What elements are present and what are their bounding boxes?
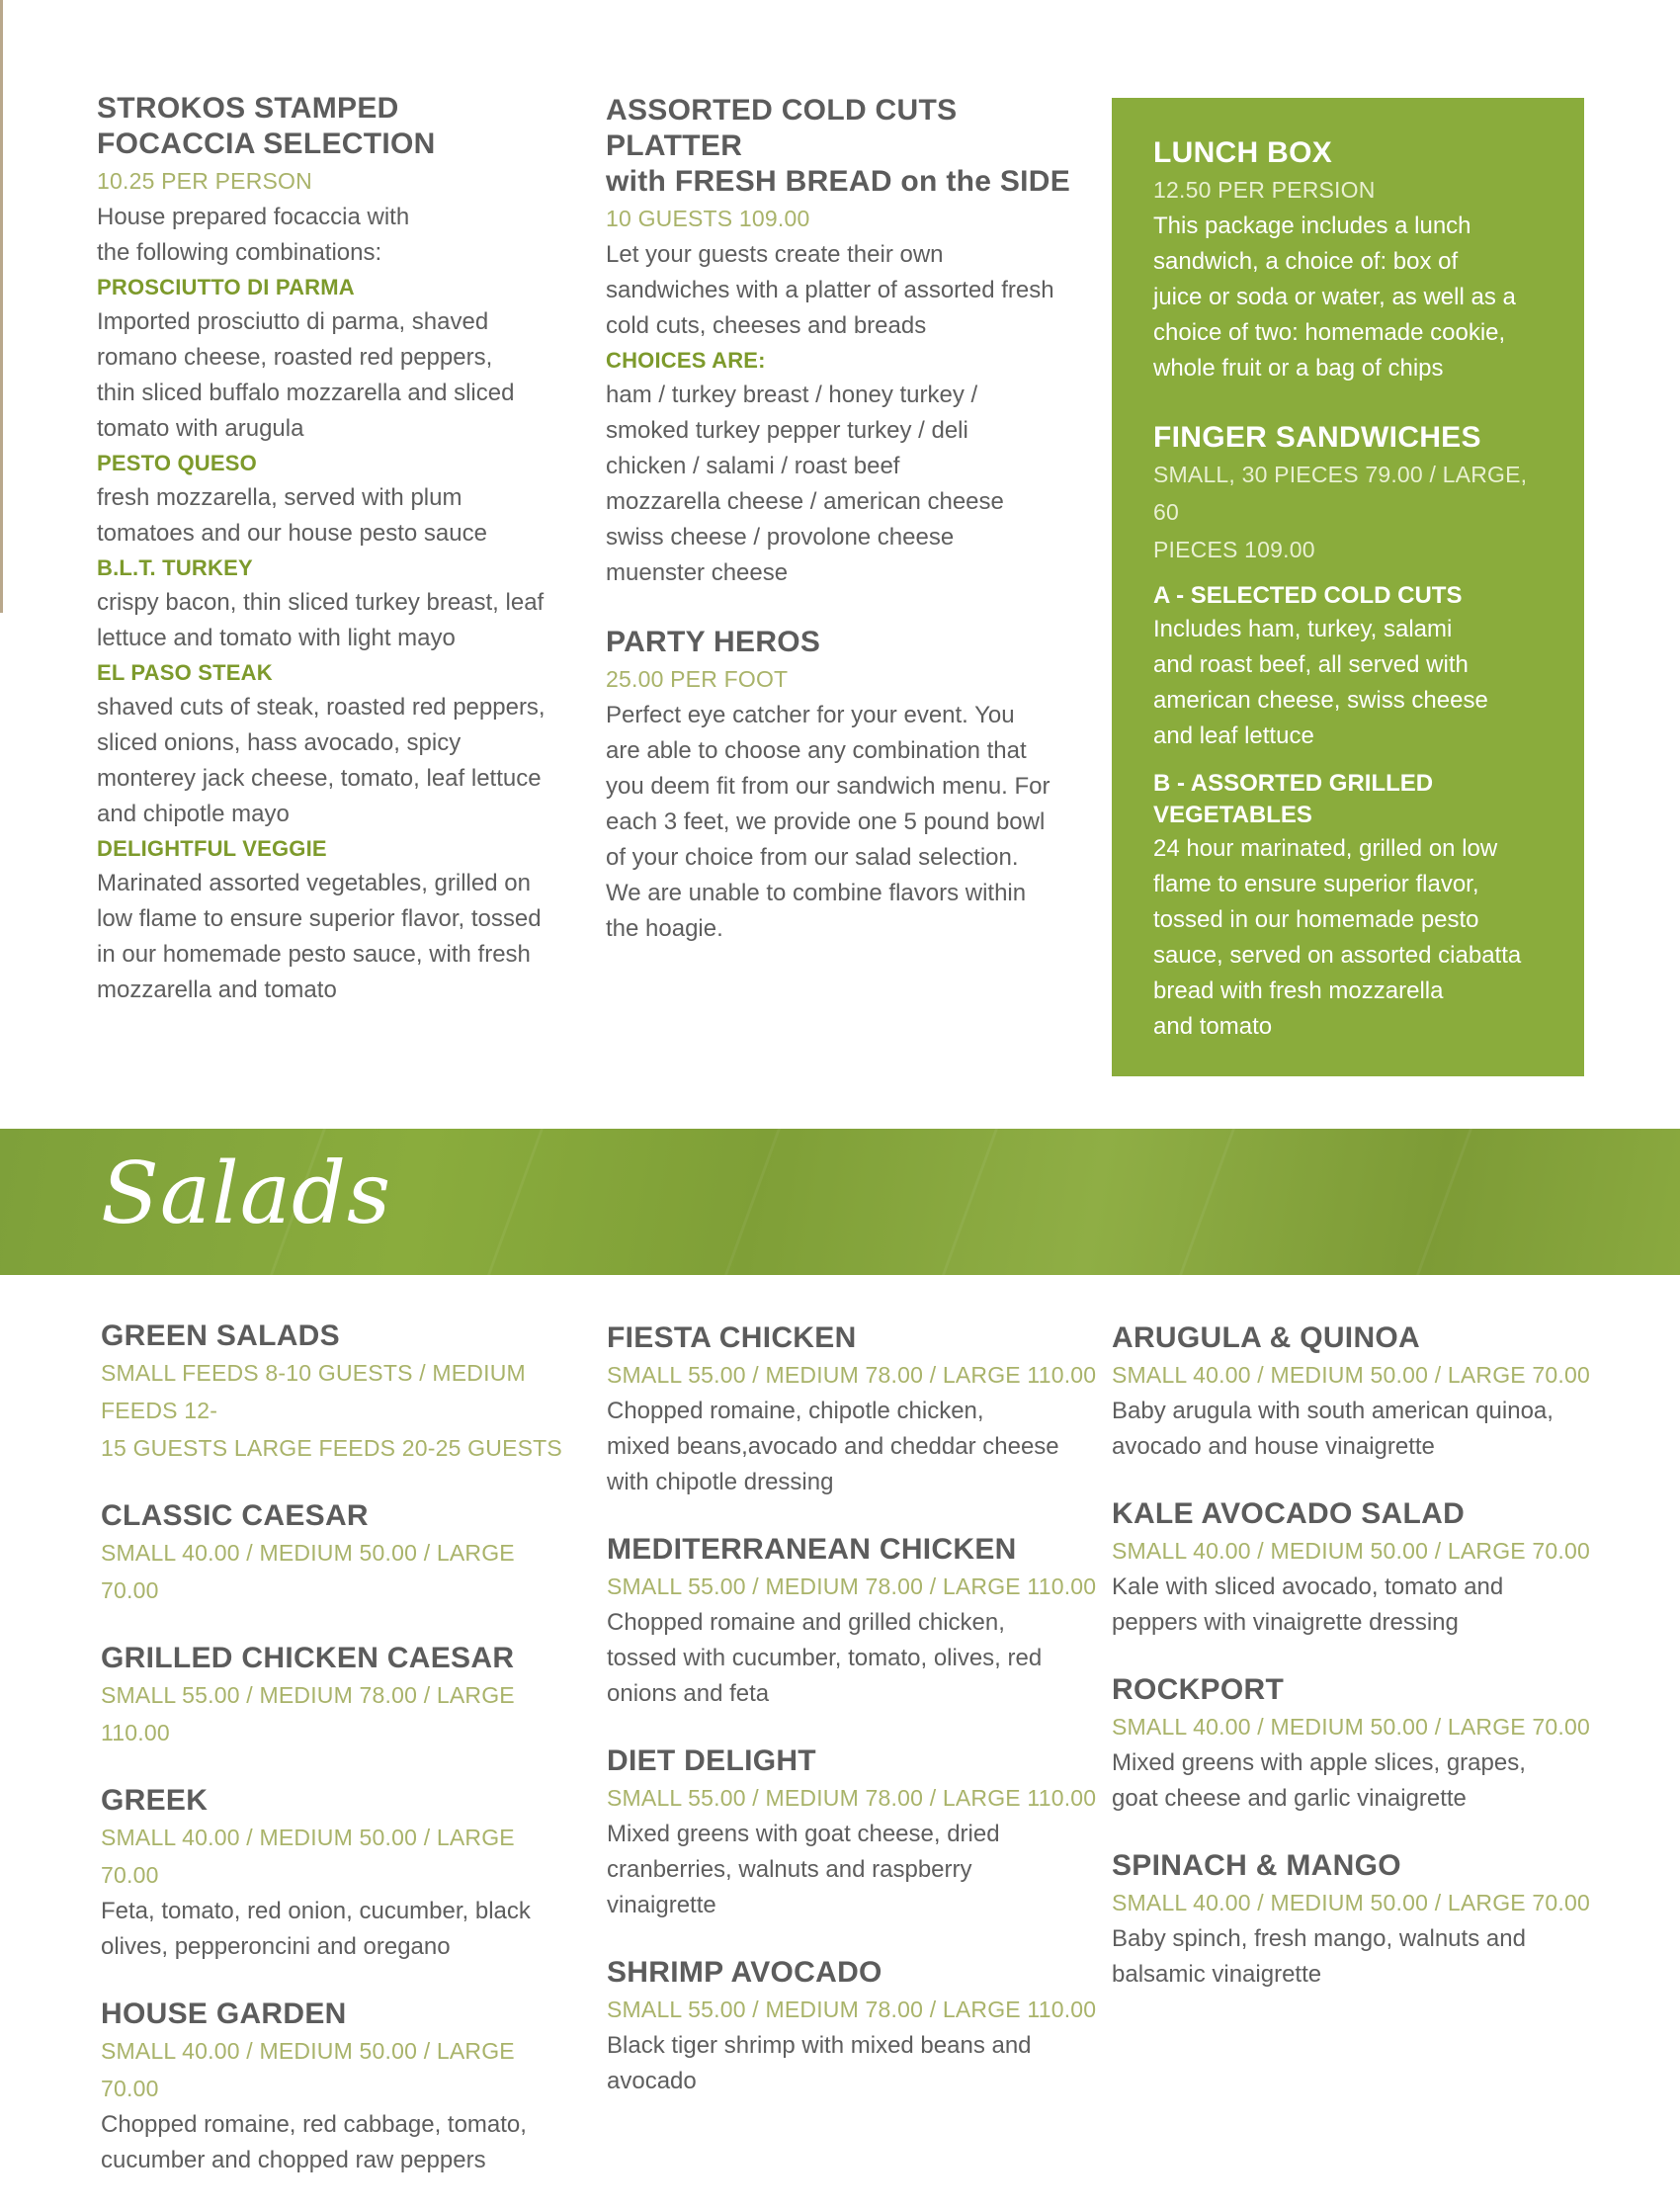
option-b-description [1153, 831, 1543, 1045]
platter-price: 10 GUESTS 109.00 [606, 206, 810, 231]
focaccia-price: 10.25 PER PERSON [97, 168, 312, 194]
focaccia-item-description: thin sliced buffalo mozzarella and sliced [97, 380, 515, 406]
salad-item [101, 1997, 575, 2178]
salad-name: GREEN SALADS [101, 1319, 340, 1352]
focaccia-item-description: and chipotle mayo [97, 801, 290, 827]
choices-label: CHOICES ARE: [606, 348, 766, 373]
platter-description-line: Let your guests create their own [606, 241, 944, 268]
salad-price: SMALL 55.00 / MEDIUM 78.00 / LARGE 110.00 [607, 1785, 1097, 1811]
salad-name: GRILLED CHICKEN CAESAR [101, 1642, 515, 1674]
salad-name: GREEK [101, 1784, 209, 1817]
salad-item [101, 1783, 575, 1965]
salad-price: SMALL 40.00 / MEDIUM 50.00 / LARGE 70.00 [101, 2038, 515, 2101]
salad-description: with chipotle dressing [607, 1469, 834, 1495]
lunch-box-description [1153, 209, 1543, 386]
salad-name: SPINACH & MANGO [1112, 1849, 1401, 1882]
option-a-line: and roast beef, all served with [1153, 651, 1469, 678]
platter-title-line1: ASSORTED COLD CUTS PLATTER [606, 94, 958, 162]
party-heros-line: We are unable to combine flavors within [606, 880, 1027, 906]
salad-item [1112, 1320, 1606, 1465]
salads-column-3 [1112, 1320, 1606, 2024]
salad-description: Chopped romaine and grilled chicken, [607, 1609, 1005, 1636]
focaccia-title-line1: STROKOS STAMPED [97, 92, 399, 125]
option-b-line: flame to ensure superior flavor, [1153, 871, 1479, 897]
salad-description: mixed beans,avocado and cheddar cheese [607, 1433, 1059, 1460]
platter-section [606, 93, 1100, 947]
salads-column-1 [101, 1318, 575, 2210]
choices-line: muenster cheese [606, 559, 789, 586]
party-heros-line: of your choice from our salad selection. [606, 844, 1019, 871]
salad-description: balsamic vinaigrette [1112, 1961, 1322, 1988]
salad-price: SMALL 55.00 / MEDIUM 78.00 / LARGE 110.00 [607, 1362, 1097, 1388]
focaccia-item-description: monterey jack cheese, tomato, leaf lettuce [97, 765, 542, 792]
salad-description: olives, pepperoncini and oregano [101, 1933, 451, 1960]
salad-item [1112, 1672, 1606, 1817]
salad-price: SMALL 55.00 / MEDIUM 78.00 / LARGE 110.00 [607, 1997, 1097, 2022]
salad-item [607, 1532, 1101, 1712]
option-a-title: A - SELECTED COLD CUTS [1153, 582, 1463, 609]
focaccia-item-name: B.L.T. TURKEY [97, 555, 253, 580]
salad-price: SMALL 40.00 / MEDIUM 50.00 / LARGE 70.00 [1112, 1538, 1590, 1564]
focaccia-item-description: crispy bacon, thin sliced turkey breast, leaf [97, 589, 545, 616]
option-b-line: sauce, served on assorted ciabatta [1153, 942, 1522, 969]
party-heros-line: the hoagie. [606, 915, 723, 942]
salad-description: vinaigrette [607, 1892, 716, 1918]
option-b-line: tossed in our homemade pesto [1153, 906, 1479, 933]
salad-description: cranberries, walnuts and raspberry [607, 1856, 972, 1883]
salad-description: Mixed greens with apple slices, grapes, [1112, 1749, 1526, 1776]
choices-line: smoked turkey pepper turkey / deli [606, 417, 968, 444]
salad-description: cucumber and chopped raw peppers [101, 2147, 486, 2173]
finger-price-line1: SMALL, 30 PIECES 79.00 / LARGE, 60 [1153, 462, 1528, 525]
focaccia-item-description: Marinated assorted vegetables, grilled on [97, 870, 531, 896]
option-a-description [1153, 612, 1543, 754]
focaccia-item-description: sliced onions, hass avocado, spicy [97, 729, 462, 756]
salad-description: Chopped romaine, chipotle chicken, [607, 1398, 984, 1424]
focaccia-item-description: mozzarella and tomato [97, 977, 337, 1003]
focaccia-section [97, 91, 591, 1008]
focaccia-item-list [97, 271, 591, 1008]
salad-description: Baby spinch, fresh mango, walnuts and [1112, 1925, 1526, 1952]
party-heros-line: each 3 feet, we provide one 5 pound bowl [606, 808, 1046, 835]
focaccia-item-name: DELIGHTFUL VEGGIE [97, 836, 327, 861]
lunch-box-line: sandwich, a choice of: box of [1153, 248, 1459, 275]
choices-list [606, 378, 1100, 591]
salad-price: SMALL 40.00 / MEDIUM 50.00 / LARGE 70.00 [101, 1540, 515, 1603]
salad-name: DIET DELIGHT [607, 1744, 816, 1777]
platter-description [606, 237, 1100, 344]
platter-description-line: sandwiches with a platter of assorted fresh [606, 277, 1054, 303]
focaccia-item-name: PESTO QUESO [97, 451, 257, 475]
salad-item [607, 1743, 1101, 1923]
option-b-title-line1: B - ASSORTED GRILLED [1153, 770, 1434, 797]
focaccia-item-description: fresh mozzarella, served with plum [97, 484, 462, 511]
salad-price: 15 GUESTS LARGE FEEDS 20-25 GUESTS [101, 1435, 562, 1461]
salad-name: MEDITERRANEAN CHICKEN [607, 1533, 1017, 1566]
party-heros-line: are able to choose any combination that [606, 737, 1027, 764]
focaccia-item-description: tomatoes and our house pesto sauce [97, 520, 487, 547]
salad-price: SMALL 40.00 / MEDIUM 50.00 / LARGE 70.00 [101, 1825, 515, 1888]
salad-description: Baby arugula with south american quinoa, [1112, 1398, 1554, 1424]
choices-line: chicken / salami / roast beef [606, 453, 900, 479]
salad-description: Feta, tomato, red onion, cucumber, black [101, 1898, 531, 1924]
party-heros-price: 25.00 PER FOOT [606, 666, 789, 692]
salad-item [1112, 1496, 1606, 1641]
choices-line: mozzarella cheese / american cheese [606, 488, 1004, 515]
salad-description: Kale with sliced avocado, tomato and [1112, 1573, 1504, 1600]
party-heros-line: you deem fit from our sandwich menu. For [606, 773, 1050, 800]
lunch-box-line: whole fruit or a bag of chips [1153, 355, 1444, 382]
lunch-box-price: 12.50 PER PERSION [1153, 177, 1376, 203]
lunch-box-panel [1112, 98, 1584, 1076]
party-heros-title: PARTY HEROS [606, 626, 821, 658]
focaccia-item-description: low flame to ensure superior flavor, tossed [97, 905, 542, 932]
salad-price: SMALL 40.00 / MEDIUM 50.00 / LARGE 70.00 [1112, 1362, 1590, 1388]
salads-banner [0, 1129, 1680, 1275]
focaccia-item-description: tomato with arugula [97, 415, 304, 442]
salad-price: SMALL 40.00 / MEDIUM 50.00 / LARGE 70.00 [1112, 1714, 1590, 1740]
salad-price: SMALL 55.00 / MEDIUM 78.00 / LARGE 110.00 [607, 1573, 1097, 1599]
salad-item [1112, 1848, 1606, 1993]
option-b-line: 24 hour marinated, grilled on low [1153, 835, 1498, 862]
focaccia-item-description: lettuce and tomato with light mayo [97, 625, 456, 651]
salad-name: FIESTA CHICKEN [607, 1321, 857, 1354]
option-a-line: and leaf lettuce [1153, 722, 1314, 749]
salad-price: SMALL FEEDS 8-10 GUESTS / MEDIUM FEEDS 12- [101, 1360, 526, 1423]
option-b-line: and tomato [1153, 1013, 1273, 1040]
focaccia-item-name: PROSCIUTTO DI PARMA [97, 275, 355, 299]
salad-name: SHRIMP AVOCADO [607, 1956, 882, 1989]
salad-item [101, 1498, 575, 1609]
salad-description: avocado and house vinaigrette [1112, 1433, 1435, 1460]
salad-item [607, 1320, 1101, 1500]
salad-name: ARUGULA & QUINOA [1112, 1321, 1421, 1354]
salad-item [607, 1955, 1101, 2099]
salads-heading: Salads [101, 1145, 392, 1243]
option-a-line: Includes ham, turkey, salami [1153, 616, 1453, 642]
focaccia-title-line2: FOCACCIA SELECTION [97, 128, 436, 160]
salad-item [101, 1641, 575, 1751]
salad-price: SMALL 40.00 / MEDIUM 50.00 / LARGE 70.00 [1112, 1890, 1590, 1915]
salad-name: KALE AVOCADO SALAD [1112, 1497, 1466, 1530]
lunch-box-line: choice of two: homemade cookie, [1153, 319, 1506, 346]
finger-sandwiches-title: FINGER SANDWICHES [1153, 421, 1481, 454]
party-heros-description [606, 698, 1100, 947]
platter-title-line2: with FRESH BREAD on the SIDE [606, 165, 1071, 198]
option-b-line: bread with fresh mozzarella [1153, 978, 1444, 1004]
salad-description: Mixed greens with goat cheese, dried [607, 1821, 1000, 1847]
salad-name: HOUSE GARDEN [101, 1998, 347, 2030]
salad-price: SMALL 55.00 / MEDIUM 78.00 / LARGE 110.00 [101, 1682, 515, 1745]
focaccia-item-name: EL PASO STEAK [97, 660, 273, 685]
focaccia-item-description: romano cheese, roasted red peppers, [97, 344, 493, 371]
option-a-line: american cheese, swiss cheese [1153, 687, 1488, 714]
salad-description: tossed with cucumber, tomato, olives, red [607, 1645, 1043, 1671]
salads-column-2 [607, 1320, 1101, 2131]
focaccia-intro-line2: the following combinations: [97, 239, 382, 266]
focaccia-item-description: in our homemade pesto sauce, with fresh [97, 941, 531, 968]
party-heros-line: Perfect eye catcher for your event. You [606, 702, 1015, 728]
lunch-box-line: juice or soda or water, as well as a [1153, 284, 1516, 310]
lunch-box-title: LUNCH BOX [1153, 136, 1333, 169]
salad-description: peppers with vinaigrette dressing [1112, 1609, 1459, 1636]
salad-description: onions and feta [607, 1680, 770, 1707]
left-edge-rule [0, 0, 3, 613]
choices-line: swiss cheese / provolone cheese [606, 524, 955, 551]
lunch-box-line: This package includes a lunch [1153, 212, 1471, 239]
option-b-title-line2: VEGETABLES [1153, 802, 1312, 828]
salad-name: CLASSIC CAESAR [101, 1499, 369, 1532]
finger-price-line2: PIECES 109.00 [1153, 537, 1315, 562]
salad-description: goat cheese and garlic vinaigrette [1112, 1785, 1467, 1812]
focaccia-intro-line1: House prepared focaccia with [97, 204, 410, 230]
salad-description: avocado [607, 2068, 697, 2094]
salad-name: ROCKPORT [1112, 1673, 1285, 1706]
salad-description: Chopped romaine, red cabbage, tomato, [101, 2111, 527, 2138]
focaccia-item-description: shaved cuts of steak, roasted red peppers, [97, 694, 546, 721]
choices-line: ham / turkey breast / honey turkey / [606, 382, 978, 408]
platter-description-line: cold cuts, cheeses and breads [606, 312, 927, 339]
focaccia-item-description: Imported prosciutto di parma, shaved [97, 308, 489, 335]
salad-description: Black tiger shrimp with mixed beans and [607, 2032, 1032, 2059]
salad-item [101, 1318, 575, 1467]
